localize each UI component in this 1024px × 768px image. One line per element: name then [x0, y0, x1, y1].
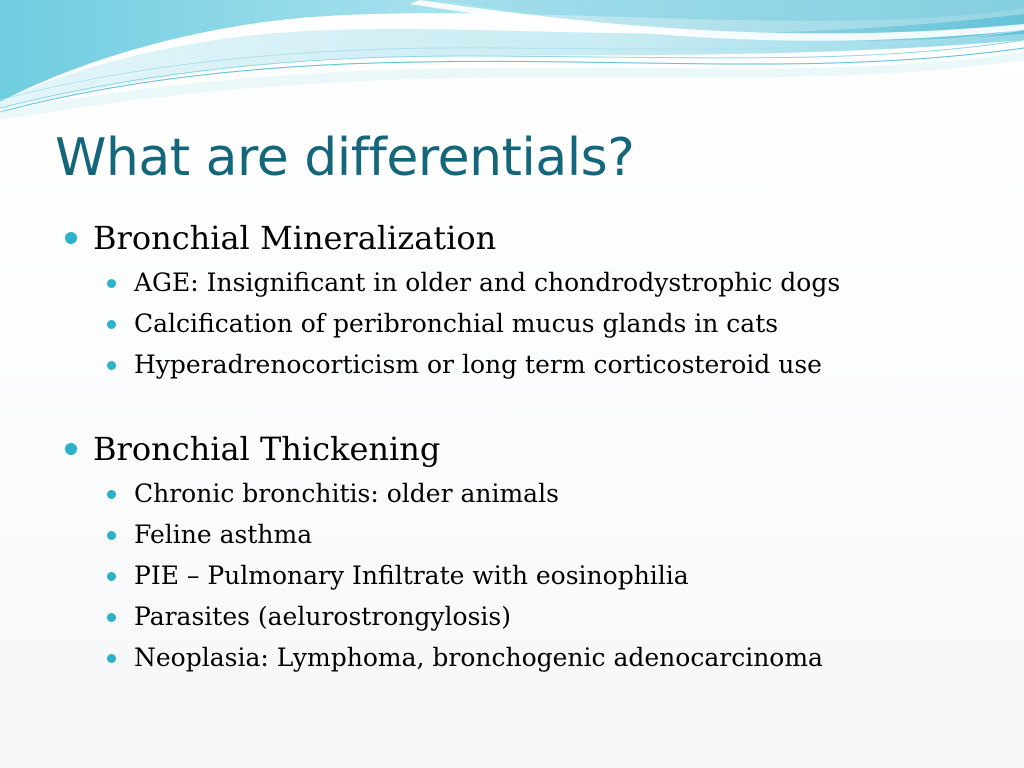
list-item: Chronic bronchitis: older animals — [134, 479, 559, 508]
list-item: PIE – Pulmonary Infiltrate with eosinophilia — [134, 561, 689, 590]
bullet-icon — [107, 613, 116, 622]
bullet-icon — [107, 490, 116, 499]
bullet-icon — [107, 572, 116, 581]
list-item: Calcification of peribronchial mucus glands in cats — [134, 309, 779, 338]
list-item: Feline asthma — [134, 520, 313, 549]
bullet-icon — [107, 320, 116, 329]
bullet-icon — [107, 361, 116, 370]
list-item: Parasites (aelurostrongylosis) — [134, 602, 512, 631]
bullet-icon — [107, 531, 116, 540]
bullet-icon — [65, 443, 77, 455]
list-item: Hyperadrenocorticism or long term corticosteroid use — [134, 350, 822, 379]
section-heading: Bronchial Thickening — [93, 430, 441, 468]
bullet-icon — [65, 232, 77, 244]
bullet-icon — [107, 279, 116, 288]
bullet-icon — [107, 654, 116, 663]
list-item: Neoplasia: Lymphoma, bronchogenic adenocarcinoma — [134, 643, 823, 672]
list-item: AGE: Insignificant in older and chondrodystrophic dogs — [134, 268, 841, 297]
page-title: What are differentials? — [55, 128, 635, 188]
section-heading: Bronchial Mineralization — [93, 219, 497, 257]
